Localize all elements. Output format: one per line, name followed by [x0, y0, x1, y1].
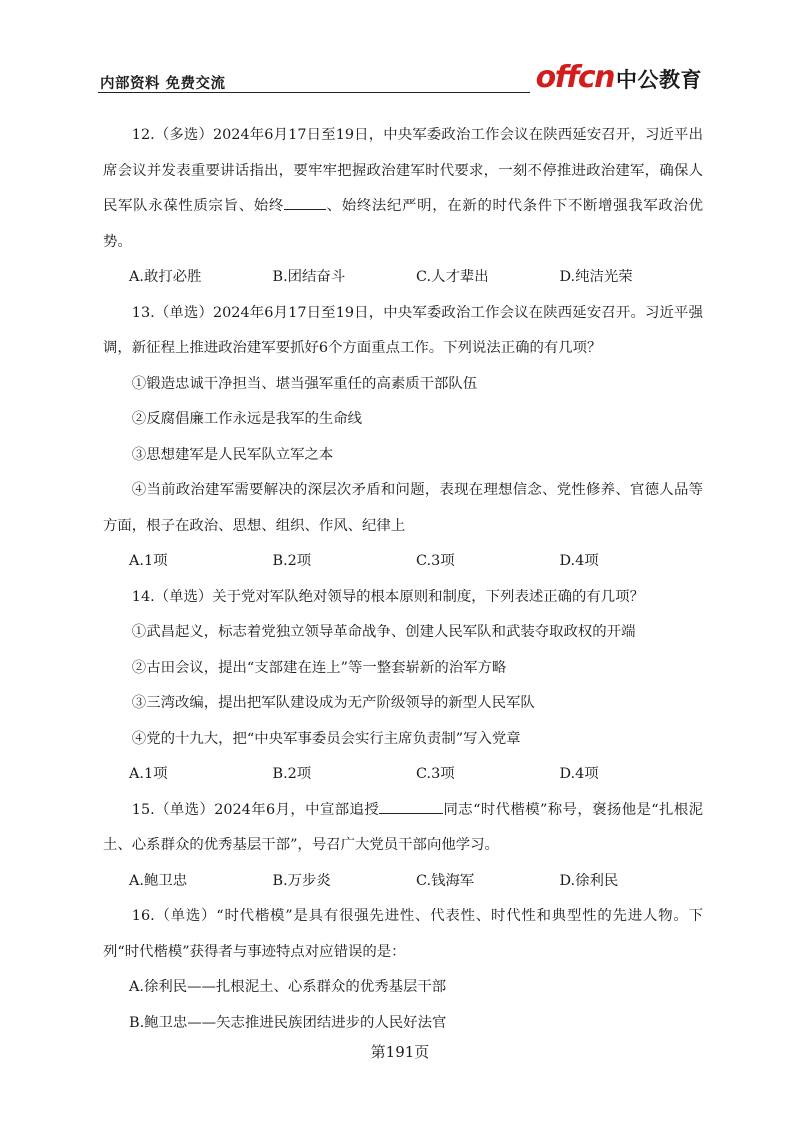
logo-chinese-text: 中公教育 [616, 68, 702, 92]
option: B.万步炎 [272, 872, 331, 889]
question-16-option: A.徐利民——扎根泥土、心系群众的优秀基层干部 [129, 979, 447, 995]
option: B.2项 [272, 766, 312, 782]
question-13-item: ③思想建军是人民军队立军之本 [131, 446, 334, 463]
question-13-item: ①锻造忠诚干净担当、堪当强军重任的高素质干部队伍 [131, 375, 478, 392]
question-13-options [103, 544, 703, 580]
option: C.人才辈出 [416, 269, 489, 285]
question-16-option: B.鲍卫忠——矢志推进民族团结进步的人民好法官 [129, 1014, 447, 1031]
header-left-text: 内部资料 免费交流 [100, 76, 226, 92]
page-number: 第191页 [370, 1043, 430, 1061]
option: B.2项 [272, 553, 312, 569]
option: D.4项 [559, 766, 599, 782]
offcn-logo [530, 60, 702, 95]
option: C.3项 [416, 766, 455, 782]
question-15-stem: 15.（单选）2024年6月，中宣部追授 同志“时代楷模”称号，褒扬他是“扎根泥土、心系群众的优秀基层干部”，号召广大党员干部向他学习。 [103, 793, 703, 864]
question-13-item: ②反腐倡廉工作永远是我军的生命线 [131, 411, 363, 427]
answer-blank [284, 195, 326, 210]
question-14-item: ④党的十九大，把“中央军事委员会实行主席负责制”写入党章 [131, 730, 521, 747]
question-14-item: ②古田会议，提出“支部建在连上”等一整套崭新的治军方略 [131, 659, 507, 676]
option: D.4项 [559, 553, 599, 569]
option: C.钱海军 [416, 872, 475, 889]
option: A.1项 [129, 766, 168, 782]
question-15-options [103, 864, 703, 900]
option: A.鲍卫忠 [129, 872, 188, 889]
option: D.徐利民 [559, 872, 619, 889]
question-14-item: ③三湾改编，提出把军队建设成为无产阶级领导的新型人民军队 [131, 695, 535, 711]
question-12-options [103, 260, 703, 296]
question-13-item: ④当前政治建军需要解决的深层次矛盾和问题，表现在理想信念、党性修养、官德人品等方面，根子在政治、思想、组织、作风、纪律上 [103, 482, 703, 534]
answer-blank [379, 799, 443, 814]
option: D.纯洁光荣 [559, 269, 633, 285]
option: C.3项 [416, 553, 455, 569]
question-12-stem: 12.（多选）2024年6月17日至19日，中央军委政治工作会议在陕西延安召开，习近平出席会议并发表重要讲话指出，要牢牢把握政治建军时代要求，一刻不停推进政治建军，确保人民军队永葆性质宗旨、始终 、始终法纪严明，在新的时代条件下不断增强我军政治优势。 [103, 127, 703, 250]
option: A.敢打必胜 [129, 269, 202, 285]
question-14-stem: 14.（单选）关于党对军队绝对领导的根本原则和制度，下列表述正确的有几项？ [131, 588, 644, 605]
question-14-item: ①武昌起义，标志着党独立领导革命战争、创建人民军队和武装夺取政权的开端 [131, 624, 636, 640]
question-16-stem: 16.（单选）“时代楷模”是具有很强先进性、代表性、时代性和典型性的先进人物。下列“时代楷模”获得者与事迹特点对应错误的是： [103, 908, 703, 960]
logo-latin-text: offcn [535, 60, 614, 95]
page-content [103, 118, 703, 1041]
question-14-options [103, 757, 703, 793]
option: A.1项 [129, 553, 168, 569]
question-13-stem: 13.（单选）2024年6月17日至19日，中央军委政治工作会议在陕西延安召开。习近平强调，新征程上推进政治建军要抓好6个方面重点工作。下列说法正确的有几项？ [103, 304, 703, 356]
option: B.团结奋斗 [272, 269, 346, 285]
